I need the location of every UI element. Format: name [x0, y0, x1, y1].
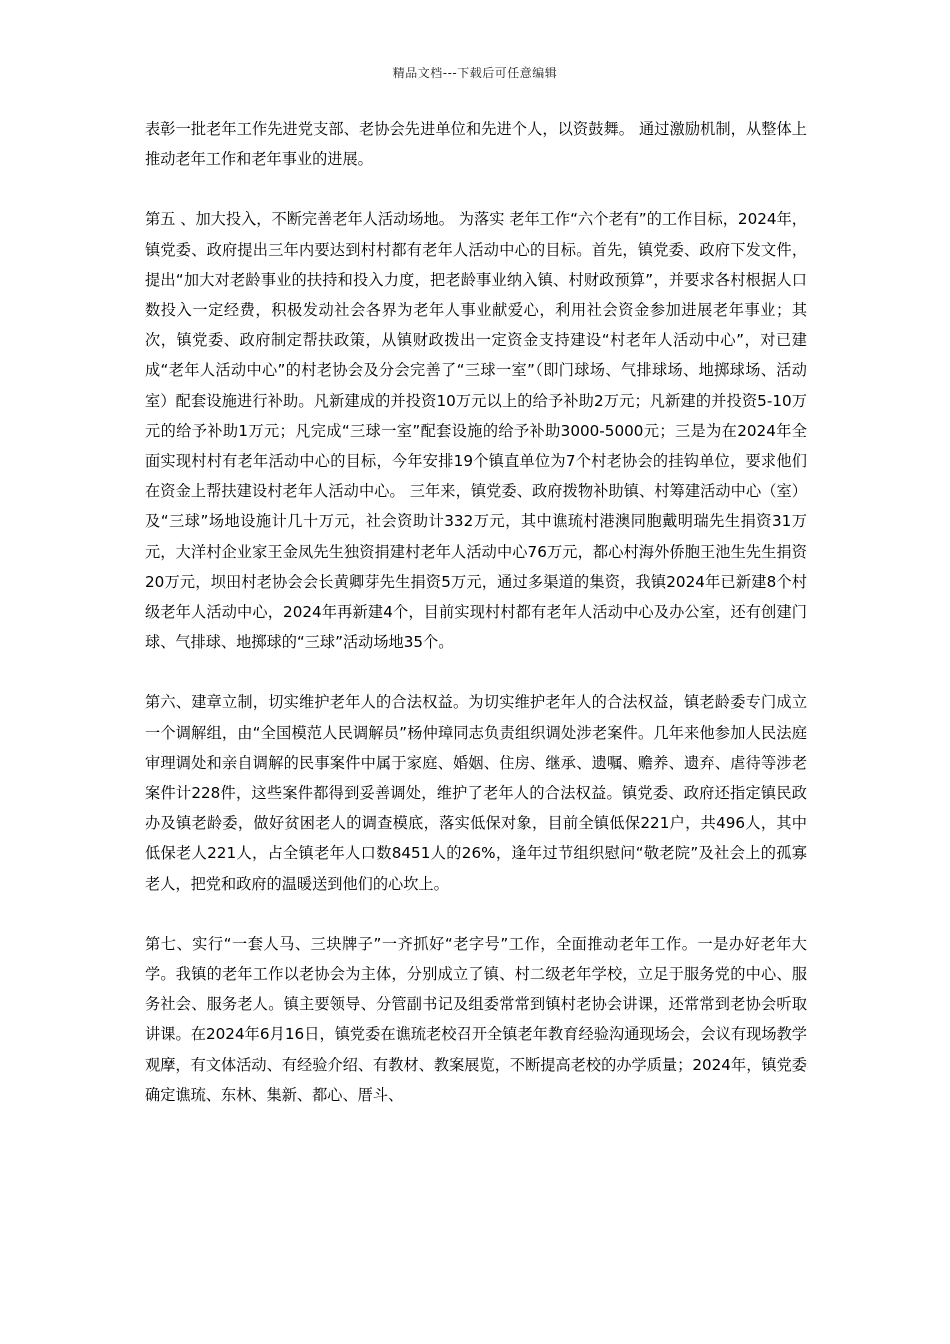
paragraph-section-five: 第五 、加大投入，不断完善老年人活动场地。 为落实 老年工作“六个老有”的工作目标，2024年，镇党委、政府提出三年内要达到村村都有老年人活动中心的目标。首先，镇党委、政府下发文件，提出“加大对老龄事业的扶持和投入力度，把老龄事业纳入镇、村财政预算”，并要求各村根据人口数投入一定经费，积极发动社会各界为老年人事业献爱心，利用社会资金参加进展老年事业；其次，镇党委、政府制定帮扶政策，从镇财政拨出一定资金支持建设“村老年人活动中心”，对已建成“老年人活动中心”的村老协会及分会完善了“三球一室”（即门球场、气排球场、地掷球场、活动室）配套设施进行补助。凡新建成的并投资10万元以上的给予补助2万元；凡新建的并投资5-10万元的给予补助1万元；凡完成“三球一室”配套设施的给予补助3000-5000元；三是为在2024年全面实现村村有老年活动中心的目标，今年安排19个镇直单位为7个村老协会的挂钩单位，要求他们在资金上帮扶建设村老年人活动中心。 三年来，镇党委、政府拨物补助镇、村筹建活动中心（室）及“三球”场地设施计几十万元，社会资助计332万元，其中谯琉村港澳同胞戴明瑞先生捐资31万元，大洋村企业家王金凤先生独资捐建村老年人活动中心76万元，都心村海外侨胞王池生先生捐资20万元，坝田村老协会会长黄卿芽先生捐资5万元，通过多渠道的集资，我镇2024年已新建8个村级老年人活动中心，2024年再新建4个，目前实现村村都有老年人活动中心及办公室，还有创建门球、气排球、地掷球的“三球”活动场地35个。 [145, 210, 807, 652]
page-header: 精品文档---下载后可任意编辑 [392, 66, 558, 80]
paragraph-commendation: 表彰一批老年工作先进党支部、老协会先进单位和先进个人，以资鼓舞。 通过激励机制，从整体上推动老年工作和老年事业的进展。 [145, 120, 807, 169]
paragraph-section-six: 第六、建章立制，切实维护老年人的合法权益。为切实维护老年人的合法权益，镇老龄委专门成立一个调解组，由“全国模范人民调解员”杨仲璋同志负责组织调处涉老案件。几年来他参加人民法庭审理调处和亲自调解的民事案件中属于家庭、婚姻、住房、继承、遗嘱、赡养、遗弃、虐待等涉老案件计228件，这些案件都得到妥善调处，维护了老年人的合法权益。镇党委、政府还指定镇民政办及镇老龄委，做好贫困老人的调查模底，落实低保对象，目前全镇低保221户，共496人，其中低保老人221人，占全镇老年人口数8451人的26%，逢年过节组织慰问“敬老院”及社会上的孤寡老人，把党和政府的温暖送到他们的心坎上。 [145, 693, 807, 893]
paragraph-section-seven: 第七、实行“一套人马、三块牌子”一齐抓好“老字号”工作，全面推动老年工作。一是办好老年大学。我镇的老年工作以老协会为主体，分别成立了镇、村二级老年学校，立足于服务党的中心、服务社会、服务老人。镇主要领导、分管副书记及组委常常到镇村老协会讲课，还常常到老协会听取讲课。在2024年6月16日，镇党委在谯琉老校召开全镇老年教育经验沟通现场会，会议有现场教学观摩，有文体活动、有经验介绍、有教材、教案展览，不断提高老校的办学质量；2024年，镇党委确定谯琉、东林、集新、都心、厝斗、 [145, 934, 807, 1104]
document-body [145, 114, 807, 1140]
